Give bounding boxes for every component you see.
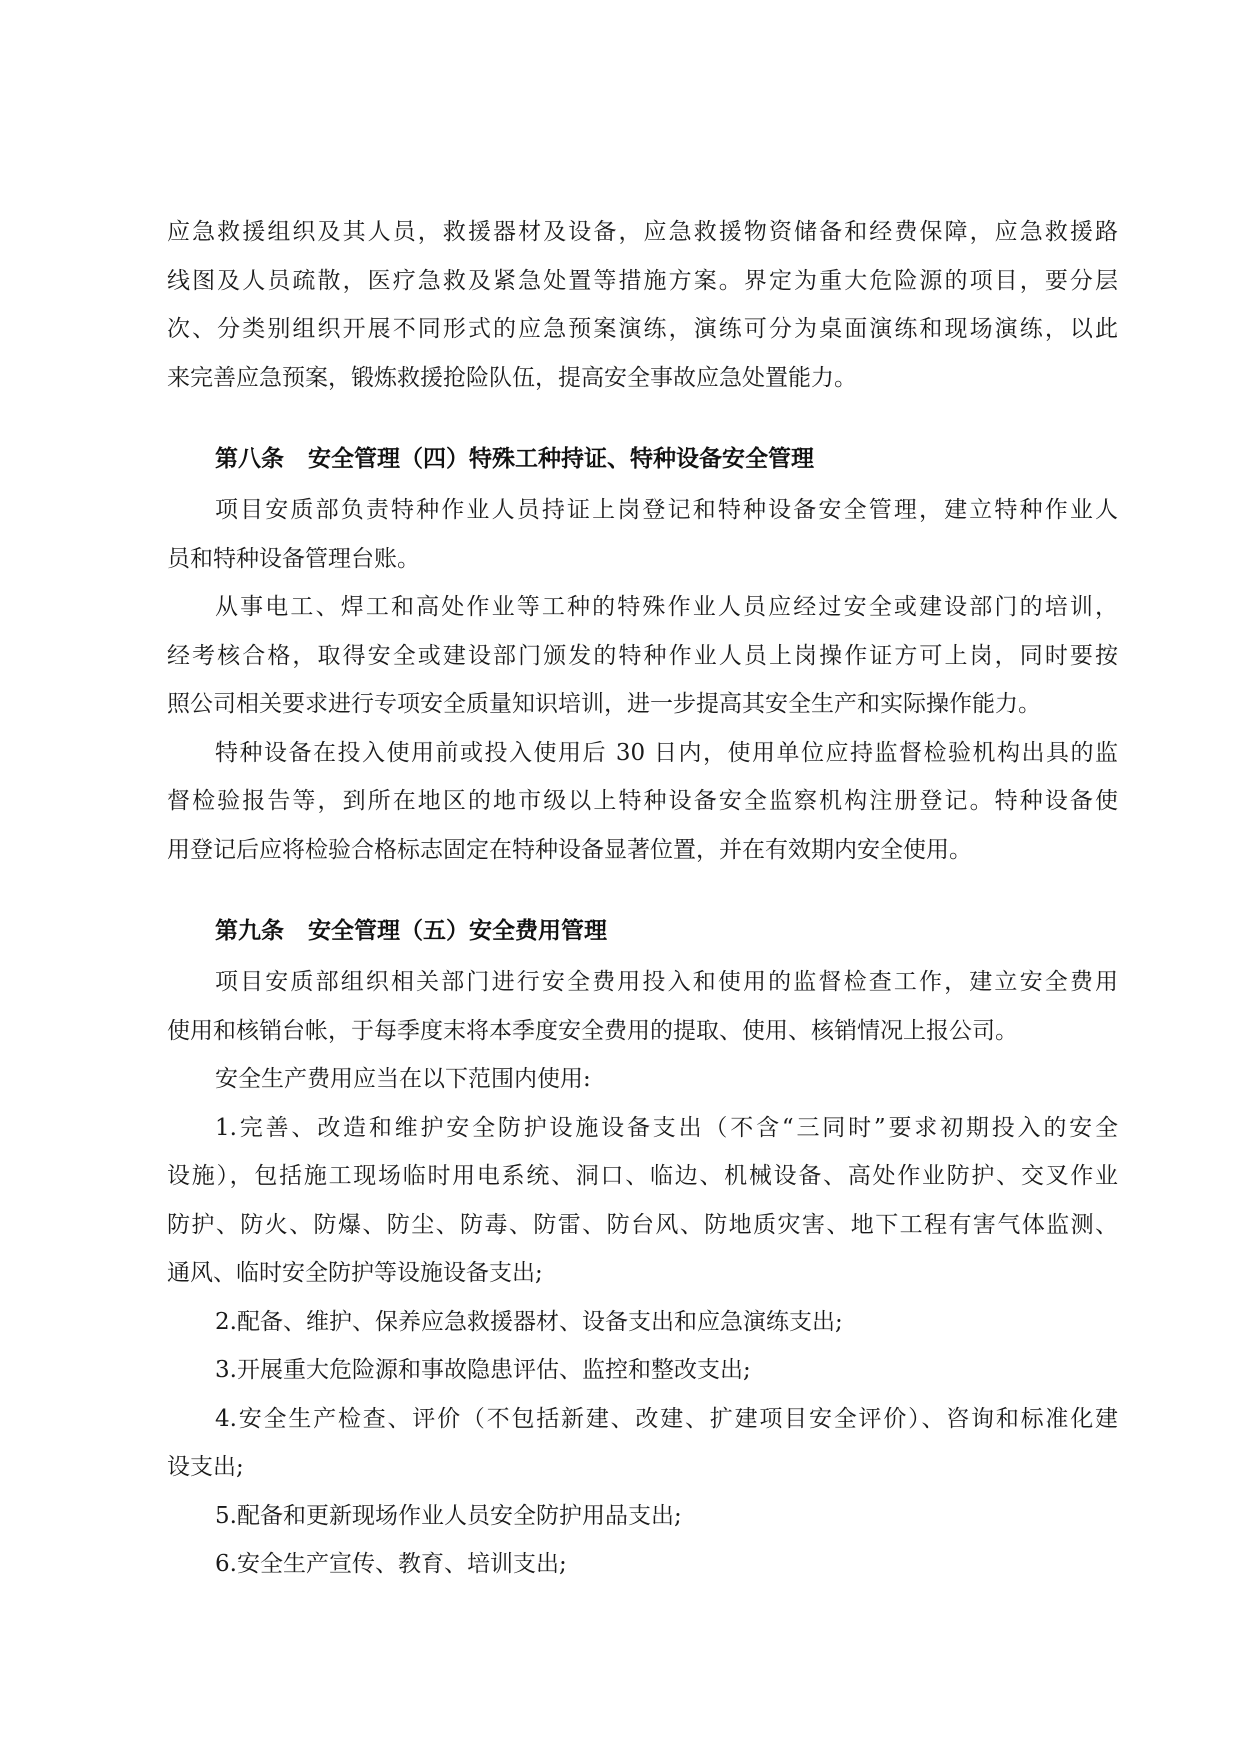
article-9-body [167, 958, 1118, 1589]
text-line: 从事电工、焊工和高处作业等工种的特殊作业人员应经过安全或建设部门的培训， [215, 594, 1118, 620]
article-8-heading [167, 432, 1118, 486]
text-line: 线图及人员疏散，医疗急救及紧急处置等措施方案。界定为重大危险源的项目，要分层 [167, 267, 1118, 294]
text-line: 经考核合格，取得安全或建设部门颁发的特种作业人员上岗操作证方可上岗，同时要按 [167, 642, 1118, 669]
list-item-5: 5.配备和更新现场作业人员安全防护用品支出; [215, 1502, 682, 1529]
paragraph-emergency-plan [167, 208, 1118, 402]
article-8-title: 安全管理（四）特殊工种持证、特种设备安全管理 [308, 446, 814, 472]
text-line: 项目安质部负责特种作业人员持证上岗登记和特种设备安全管理，建立特种作业人 [215, 497, 1118, 523]
list-item-4: 4.安全生产检查、评价（不包括新建、改建、扩建项目安全评价）、咨询和标准化建 [215, 1405, 1118, 1432]
list-item-2: 2.配备、维护、保养应急救援器材、设备支出和应急演练支出; [215, 1308, 843, 1335]
text-line: 照公司相关要求进行专项安全质量知识培训，进一步提高其安全生产和实际操作能力。 [167, 691, 1041, 717]
text-line: 用登记后应将检验合格标志固定在特种设备显著位置，并在有效期内安全使用。 [167, 836, 972, 863]
text-line: 来完善应急预案，锻炼救援抢险队伍，提高安全事故应急处置能力。 [167, 364, 857, 391]
list-item-3: 3.开展重大危险源和事故隐患评估、监控和整改支出; [215, 1357, 751, 1383]
text-line: 防护、防火、防爆、防尘、防毒、防雷、防台风、防地质灾害、地下工程有害气体监测、 [167, 1211, 1118, 1238]
text-line: 员和特种设备管理台账。 [167, 545, 420, 572]
article-9-title: 安全管理（五）安全费用管理 [308, 918, 607, 944]
text-line: 使用和核销台帐，于每季度末将本季度安全费用的提取、使用、核销情况上报公司。 [167, 1017, 1018, 1044]
article-9-number: 第九条 [215, 918, 284, 944]
article-8-number: 第八条 [215, 446, 284, 472]
article-9-heading [167, 904, 1118, 958]
text-line: 次、分类别组织开展不同形式的应急预案演练，演练可分为桌面演练和现场演练，以此 [167, 316, 1118, 342]
text-line: 设支出; [167, 1454, 244, 1480]
text-line: 通风、临时安全防护等设施设备支出; [167, 1260, 543, 1286]
document-body [167, 208, 1118, 1589]
text-line: 应急救援组织及其人员，救援器材及设备，应急救援物资储备和经费保障，应急救援路 [167, 219, 1118, 245]
list-item-1: 1.完善、改造和维护安全防护设施设备支出（不含“三同时”要求初期投入的安全 [215, 1114, 1118, 1141]
text-line: 安全生产费用应当在以下范围内使用: [215, 1066, 591, 1092]
text-line: 项目安质部组织相关部门进行安全费用投入和使用的监督检查工作，建立安全费用 [215, 969, 1118, 995]
list-item-6: 6.安全生产宣传、教育、培训支出; [215, 1551, 567, 1577]
text-line: 特种设备在投入使用前或投入使用后 30 日内，使用单位应持监督检验机构出具的监 [215, 739, 1118, 766]
text-line: 设施），包括施工现场临时用电系统、洞口、临边、机械设备、高处作业防护、交叉作业 [167, 1163, 1118, 1189]
article-8-body [167, 486, 1118, 874]
text-line: 督检验报告等，到所在地区的地市级以上特种设备安全监察机构注册登记。特种设备使 [167, 788, 1118, 814]
